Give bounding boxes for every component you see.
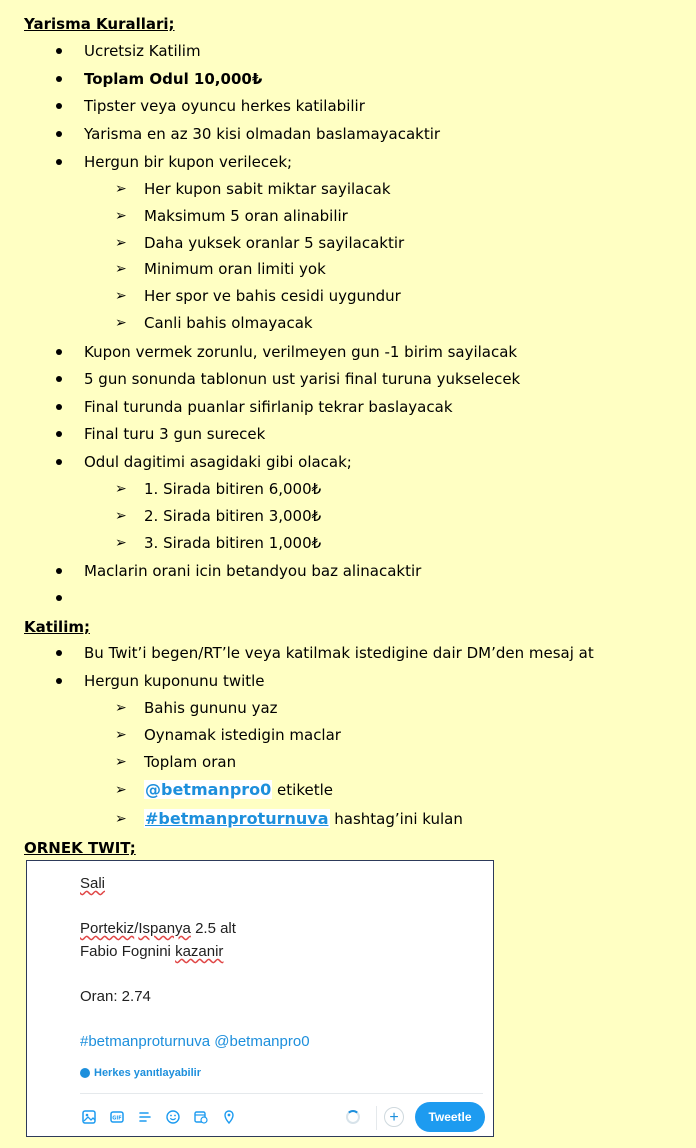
divider [80,1093,483,1094]
reply-setting[interactable]: Herkes yanıtlayabilir [80,1067,201,1079]
emoji-icon[interactable] [164,1108,182,1126]
tweet-odds: Oran: 2.74 [80,988,151,1005]
location-icon[interactable] [220,1108,238,1126]
join-heading: Katilim; [24,618,90,636]
hashtag-link[interactable]: #betmanproturnuva [145,809,329,828]
tweet-toolbar [80,1108,238,1126]
svg-text:GIF: GIF [112,1115,122,1122]
tweet-compose-box [26,860,494,1137]
tweet-match-1: Portekiz/Ispanya 2.5 alt [80,920,236,937]
tweet-match-2: Fabio Fognini kazanir [80,943,224,960]
toolbar-separator [376,1106,377,1130]
tweet-day: Sali [80,875,106,892]
character-count-ring [346,1110,360,1124]
mention-tag[interactable]: @betmanpro0 [145,780,272,799]
schedule-icon[interactable] [192,1108,210,1126]
tweet-button[interactable]: Tweetle [415,1102,485,1132]
image-icon[interactable] [80,1108,98,1126]
example-heading: ORNEK TWIT; [24,839,136,857]
add-thread-button[interactable]: + [384,1107,404,1127]
globe-icon [80,1068,90,1078]
document-page: Yarisma Kurallari; Ucretsiz Katilim Toplam Odul 10,000₺ Tipster veya oyuncu herkes katilabilir Yarisma en az 30 kisi olmadan baslamayacaktir Hergun bir kupon verilecek; ➢ Her kupon sabit miktar sayilacak ➢ Maksimum 5 oran alinabilir ➢ Daha yuksek oranlar 5 sayilacaktir ➢ Minimum oran limiti yok ➢ Her spor ve bahis cesidi uygundur ➢ Canli bahis olmayacak Kupon vermek zorunlu, verilmeyen gun -1 birim sayilacak 5 gun sonunda tablonun ust yarisi final turuna yukselecek Final turunda puanlar sifirlanip tekrar baslayacak Final turu 3 gun surecek Odul dagitimi asagidaki gibi olacak; ➢ 1. Sirada bitiren 6,000₺ ➢ 2. Sirada bitiren 3,000₺ ➢ 3. Sirada bitiren 1,000₺ Maclarin orani icin betandyou baz alinacaktir Katilim; Bu Twit’i begen/RT’le veya katilmak istedigine dair DM’den mesaj at Hergun kuponunu twitle ➢ Bahis gununu yaz ➢ Oynamak istedigin maclar ➢ Toplam oran ➢ @betmanpro0 etiketle ➢ #betmanproturnuva hashtag’ini kulan ORNEK TWIT; Sali Portekiz/Ispanya 2.5 alt Fabio Fognini kazanir Oran: 2.74 #betmanproturnuva @betmanpro0 Herkes yanıtlayabilir GIF + Tweetle [0,0,696,1148]
tweet-tags: #betmanproturnuva @betmanpro0 [80,1033,310,1050]
gif-icon[interactable] [108,1108,126,1126]
poll-icon[interactable] [136,1108,154,1126]
rules-heading: Yarisma Kurallari; [24,15,175,33]
